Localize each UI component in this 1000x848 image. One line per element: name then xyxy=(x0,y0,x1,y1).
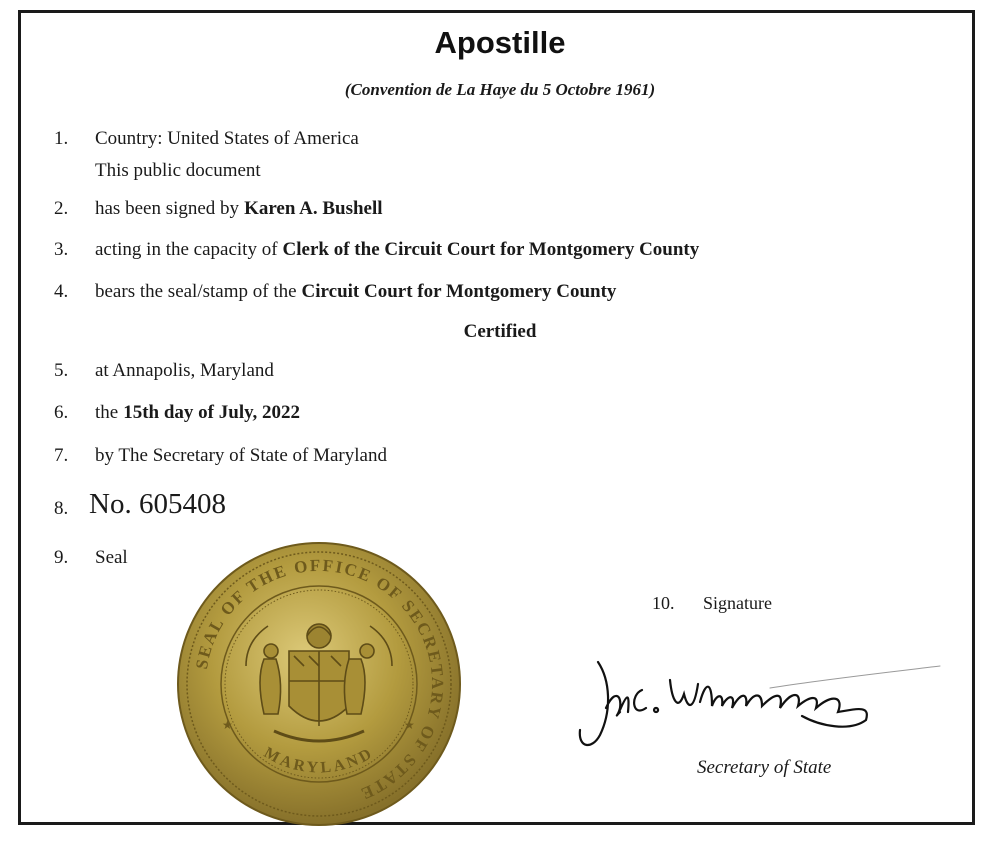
svg-text:★: ★ xyxy=(404,718,415,732)
issuer-line: by The Secretary of State of Maryland xyxy=(95,445,387,466)
apostille-number: No. 605408 xyxy=(89,488,226,520)
signed-by-label: has been signed by xyxy=(95,198,240,219)
item-number: 7. xyxy=(54,445,69,466)
date-line xyxy=(95,402,300,424)
handwritten-signature-icon xyxy=(570,650,950,760)
public-document-line: This public document xyxy=(95,160,261,181)
seal-ring-text: SEAL OF THE OFFICE OF SECRETARY OF STATE xyxy=(191,555,448,804)
item-number: 1. xyxy=(54,128,69,149)
item-number: 4. xyxy=(54,281,69,302)
certified-heading: Certified xyxy=(463,321,537,342)
maryland-seal-icon xyxy=(176,541,462,827)
signed-by-line xyxy=(95,198,383,220)
item-number: 9. xyxy=(54,547,69,568)
date-value: 15th day of July, 2022 xyxy=(123,402,301,423)
seal-label: Seal xyxy=(95,547,128,568)
page-title: Apostille xyxy=(434,25,566,60)
capacity-label: acting in the capacity of xyxy=(95,239,278,260)
item-number: 3. xyxy=(54,239,69,260)
location-line: at Annapolis, Maryland xyxy=(95,360,274,381)
item-number: 8. xyxy=(54,498,69,519)
signature-label: Signature xyxy=(703,593,772,613)
signature-number: 10. xyxy=(652,593,675,613)
capacity-line xyxy=(95,239,699,261)
item-number: 5. xyxy=(54,360,69,381)
capacity-value: Clerk of the Circuit Court for Montgomery County xyxy=(282,239,700,260)
convention-subtitle: (Convention de La Haye du 5 Octobre 1961) xyxy=(344,80,656,99)
item-number: 6. xyxy=(54,402,69,423)
seal-stamp-value: Circuit Court for Montgomery County xyxy=(301,281,617,302)
signature-caption: Secretary of State xyxy=(697,757,832,778)
seal-stamp-line xyxy=(95,281,616,303)
date-label: the xyxy=(95,402,119,423)
signer-name: Karen A. Bushell xyxy=(244,198,383,219)
seal-bottom-text: MARYLAND xyxy=(260,744,378,777)
country-line: Country: United States of America xyxy=(95,128,359,149)
seal-stamp-label: bears the seal/stamp of the xyxy=(95,281,297,302)
item-number: 2. xyxy=(54,198,69,219)
svg-text:★: ★ xyxy=(222,718,233,732)
